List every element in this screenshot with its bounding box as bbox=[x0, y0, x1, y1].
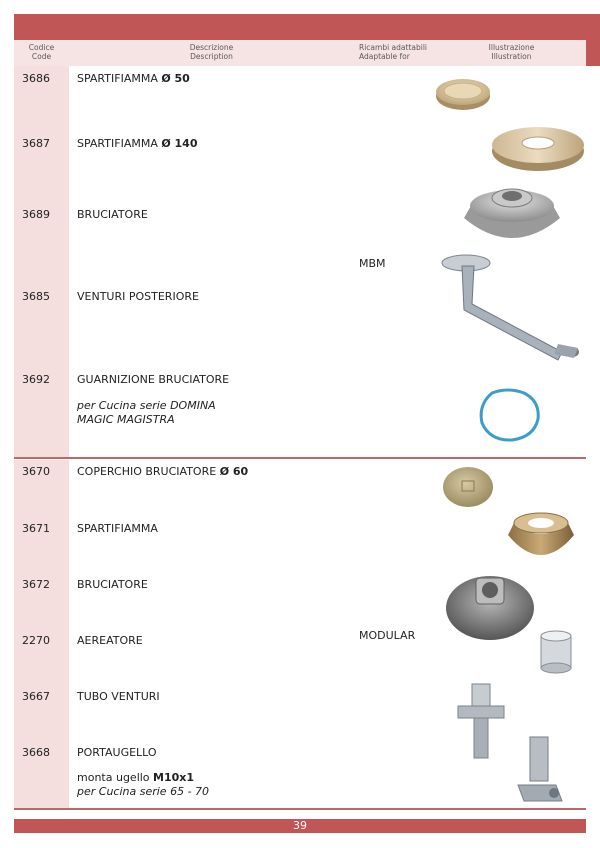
code-3667: 3667 bbox=[22, 690, 50, 703]
code-3672: 3672 bbox=[22, 578, 50, 591]
code-3687: 3687 bbox=[22, 137, 50, 150]
venturi-tube-image bbox=[440, 252, 582, 364]
note-domina: per Cucina serie DOMINA MAGIC MAGISTRA bbox=[77, 399, 216, 426]
header-description: Descrizione Description bbox=[189, 43, 234, 61]
code-3689: 3689 bbox=[22, 208, 50, 221]
venturi-tube-modular-image bbox=[454, 682, 508, 762]
header-adaptable: Ricambi adattabili Adaptable for bbox=[359, 43, 427, 61]
flame-spreader-140-image bbox=[490, 123, 586, 173]
code-column-1 bbox=[14, 66, 69, 457]
aerator-image bbox=[538, 630, 574, 674]
code-3671: 3671 bbox=[22, 522, 50, 535]
flame-spreader-50-image bbox=[434, 76, 492, 112]
side-tab bbox=[586, 14, 600, 66]
code-3670: 3670 bbox=[22, 465, 50, 478]
adaptable-mbm: MBM bbox=[359, 257, 386, 270]
code-3692: 3692 bbox=[22, 373, 50, 386]
burner-gasket-image bbox=[474, 385, 544, 445]
desc-3686: SPARTIFIAMMA Ø 50 bbox=[77, 72, 190, 85]
bottom-separator bbox=[14, 808, 586, 810]
note-nozzle: monta ugello M10x1 bbox=[77, 771, 195, 784]
desc-3689: BRUCIATORE bbox=[77, 208, 148, 221]
burner-modular-image bbox=[444, 572, 536, 642]
adaptable-modular: MODULAR bbox=[359, 629, 416, 642]
burner-cap-60-image bbox=[442, 465, 494, 509]
nozzle-holder-image bbox=[516, 735, 564, 807]
desc-2270: AEREATORE bbox=[77, 634, 143, 647]
header-illustration: Illustrazione Illustration bbox=[488, 43, 535, 61]
code-3686: 3686 bbox=[22, 72, 50, 85]
page-number: 39 bbox=[293, 819, 307, 832]
desc-3667: TUBO VENTURI bbox=[77, 690, 160, 703]
desc-3692: GUARNIZIONE BRUCIATORE bbox=[77, 373, 230, 386]
code-3685: 3685 bbox=[22, 290, 50, 303]
desc-3672: BRUCIATORE bbox=[77, 578, 148, 591]
flame-spreader-modular-image bbox=[504, 505, 578, 569]
top-bar bbox=[14, 14, 586, 40]
note-serie-65-70: per Cucina serie 65 - 70 bbox=[77, 785, 210, 798]
code-2270: 2270 bbox=[22, 634, 50, 647]
group-separator bbox=[14, 457, 586, 459]
desc-3668: PORTAUGELLO bbox=[77, 746, 157, 759]
desc-3685: VENTURI POSTERIORE bbox=[77, 290, 199, 303]
code-3668: 3668 bbox=[22, 746, 50, 759]
desc-3670: COPERCHIO BRUCIATORE Ø 60 bbox=[77, 465, 249, 478]
desc-3687: SPARTIFIAMMA Ø 140 bbox=[77, 137, 198, 150]
burner-mbm-image bbox=[460, 180, 564, 250]
header-code: Codice Code bbox=[28, 43, 55, 61]
table-header bbox=[14, 40, 586, 66]
desc-3671: SPARTIFIAMMA bbox=[77, 522, 158, 535]
